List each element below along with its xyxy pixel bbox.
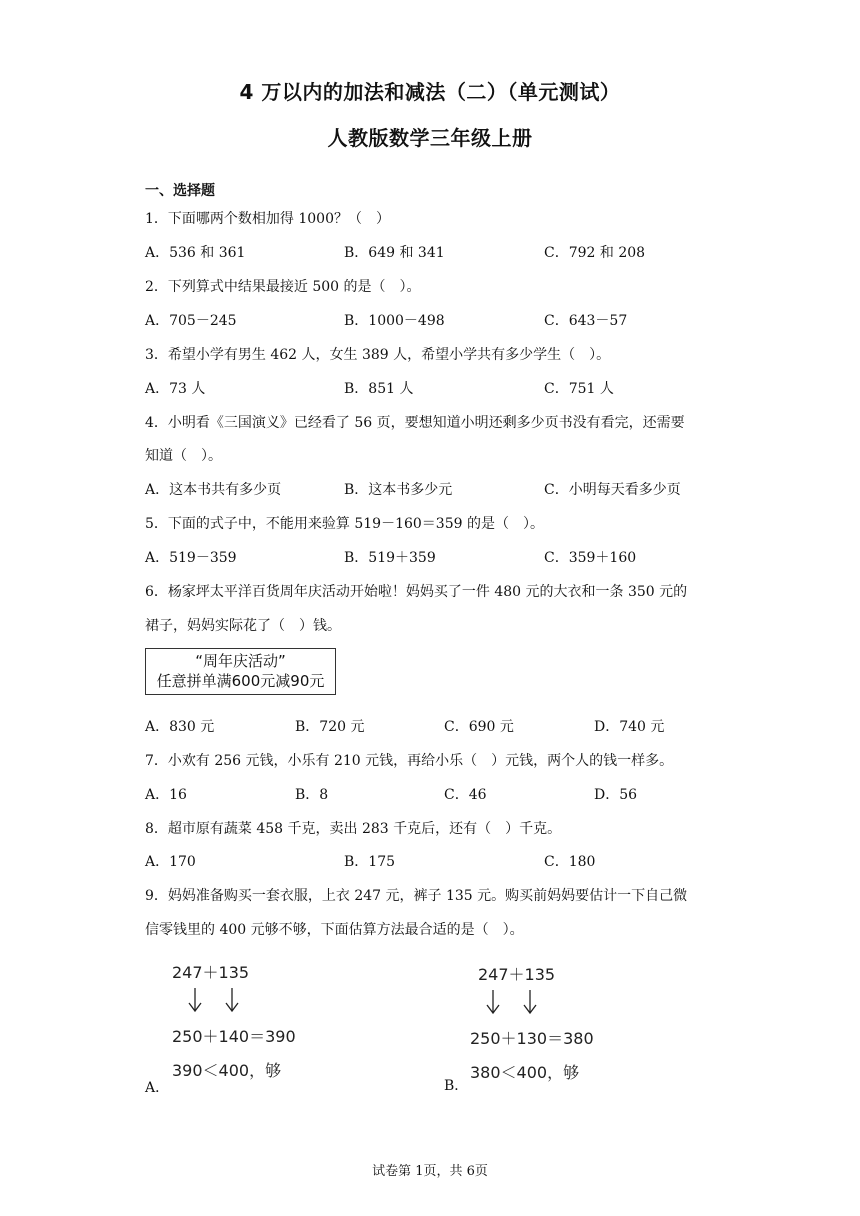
q9-option-a: A． — [145, 1080, 170, 1096]
q9-option-b: B． — [444, 1078, 469, 1094]
q8-option-b: B．175 — [344, 854, 396, 870]
question-5-text: 5．下面的式子中，不能用来验算 519－160＝359 的是（ ）。 — [145, 516, 544, 532]
page-title: 4 万以内的加法和减法（二）（单元测试） — [239, 80, 621, 104]
question-6-text-cont: 裙子，妈妈实际花了（ ）钱。 — [145, 618, 341, 634]
promo-rule: 任意拼单满600元减90元 — [156, 672, 325, 690]
q3-option-a: A．73 人 — [145, 381, 206, 397]
q5-option-a: A．519－359 — [145, 550, 237, 566]
page-footer: 试卷第 1页，共 6页 — [372, 1164, 488, 1179]
q1-option-b: B．649 和 341 — [344, 245, 445, 261]
question-6-text: 6．杨家坪太平洋百货周年庆活动开始啦！妈妈买了一件 480 元的大衣和一条 350 元的 — [145, 584, 688, 600]
question-7-text: 7．小欢有 256 元钱，小乐有 210 元钱，再给小乐（ ）元钱，两个人的钱一样多。 — [145, 753, 674, 769]
estimate-a-result: 390＜400，够 — [172, 1061, 282, 1080]
q4-option-a: A．这本书共有多少页 — [145, 482, 282, 498]
q3-option-b: B．851 人 — [344, 381, 414, 397]
estimate-a-arrows-icon — [186, 986, 246, 1016]
estimate-b-arrows-icon — [484, 988, 544, 1018]
question-4-text-cont: 知道（ ）。 — [145, 448, 222, 464]
q2-option-b: B．1000－498 — [344, 313, 445, 329]
question-1-text: 1．下面哪两个数相加得 1000？（ ） — [145, 211, 390, 227]
promo-box — [145, 648, 336, 695]
section-heading: 一、选择题 — [145, 183, 215, 199]
question-4-text: 4．小明看《三国演义》已经看了 56 页，要想知道小明还剩多少页书没有看完，还需要 — [145, 415, 685, 431]
q5-option-b: B．519＋359 — [344, 550, 436, 566]
q6-option-b: B．720 元 — [295, 719, 365, 735]
question-9-text: 9．妈妈准备购买一套衣服，上衣 247 元，裤子 135 元。购买前妈妈要估计一下自己微 — [145, 888, 688, 904]
q6-option-d: D．740 元 — [594, 719, 665, 735]
q4-option-b: B．这本书多少元 — [344, 482, 453, 498]
q1-option-a: A．536 和 361 — [145, 245, 246, 261]
estimate-b-expression: 247＋135 — [478, 965, 556, 984]
q5-option-c: C．359＋160 — [544, 550, 637, 566]
page-subtitle: 人教版数学三年级上册 — [327, 126, 533, 150]
estimate-b-result: 380＜400，够 — [470, 1063, 580, 1082]
estimate-a-expression: 247＋135 — [172, 963, 250, 982]
q2-option-a: A．705－245 — [145, 313, 237, 329]
q6-option-a: A．830 元 — [145, 719, 215, 735]
q7-option-a: A．16 — [145, 787, 187, 803]
q7-option-c: C．46 — [444, 787, 487, 803]
estimate-b-calculation: 250＋130＝380 — [470, 1029, 594, 1048]
promo-title: “周年庆活动” — [195, 652, 286, 670]
q3-option-c: C．751 人 — [544, 381, 614, 397]
question-3-text: 3．希望小学有男生 462 人，女生 389 人，希望小学共有多少学生（ ）。 — [145, 347, 611, 363]
question-9-text-cont: 信零钱里的 400 元够不够，下面估算方法最合适的是（ ）。 — [145, 922, 524, 938]
question-8-text: 8．超市原有蔬菜 458 千克，卖出 283 千克后，还有（ ）千克。 — [145, 821, 562, 837]
q7-option-d: D．56 — [594, 787, 638, 803]
q8-option-c: C．180 — [544, 854, 596, 870]
q2-option-c: C．643－57 — [544, 313, 628, 329]
q4-option-c: C．小明每天看多少页 — [544, 482, 681, 498]
estimate-a-calculation: 250＋140＝390 — [172, 1027, 296, 1046]
q1-option-c: C．792 和 208 — [544, 245, 646, 261]
question-2-text: 2．下列算式中结果最接近 500 的是（ ）。 — [145, 279, 421, 295]
q8-option-a: A．170 — [145, 854, 196, 870]
q7-option-b: B．8 — [295, 787, 329, 803]
q6-option-c: C．690 元 — [444, 719, 514, 735]
